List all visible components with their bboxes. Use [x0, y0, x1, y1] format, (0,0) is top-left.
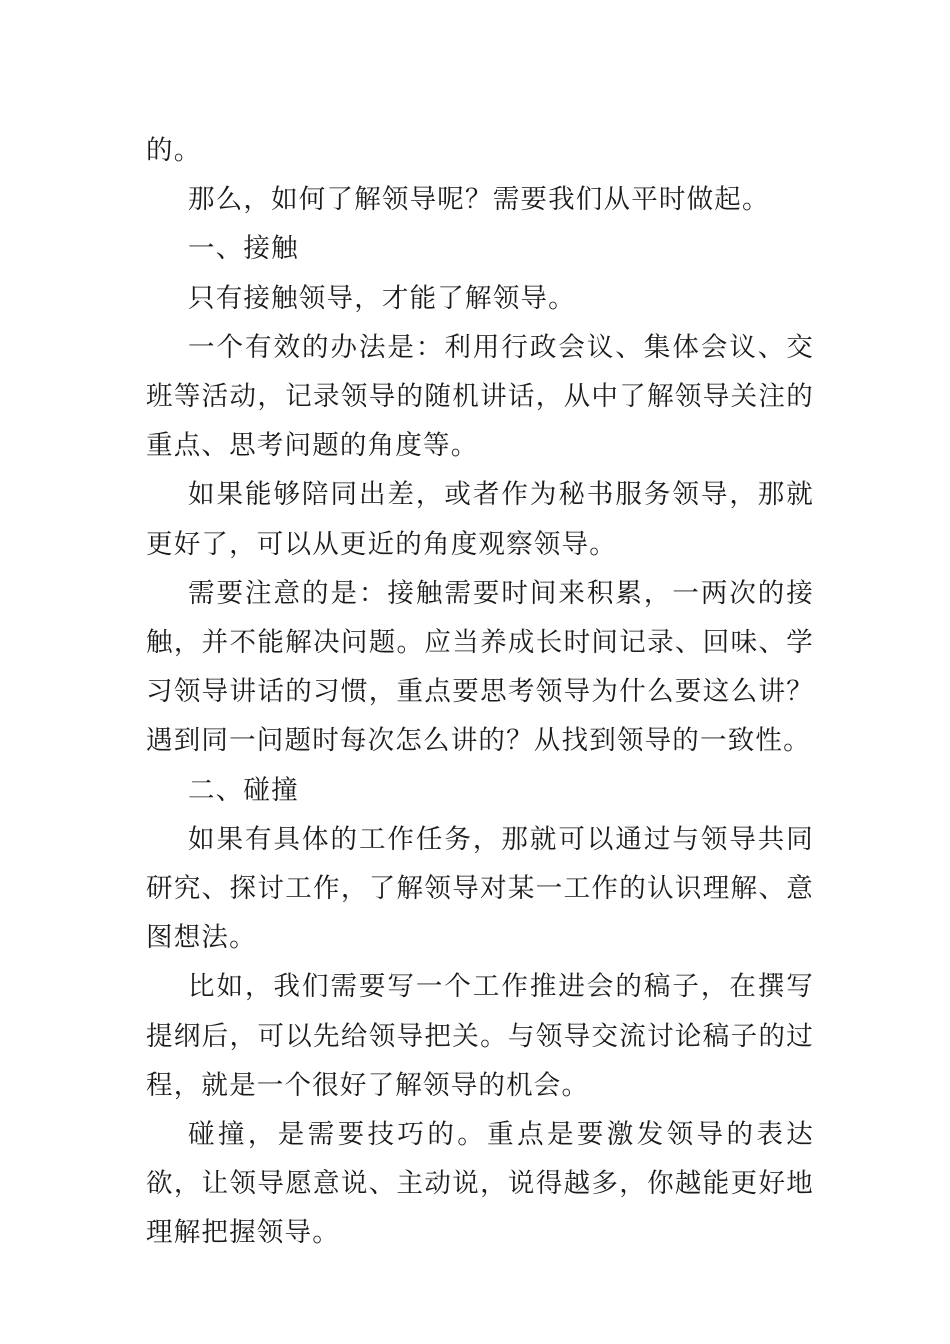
section-heading-contact: 一、接触: [188, 233, 299, 265]
section-heading-collision: 二、碰撞: [188, 774, 299, 806]
paragraph: 只有接触领导，才能了解领导。: [188, 282, 576, 314]
paragraph: 需要注意的是：接触需要时间来积累，一两次的接触，并不能解决问题。应当养成长时间记录、回味、学习领导讲话的习惯，重点要思考领导为什么要这么讲？遇到同一问题时每次怎么讲的？从找到领导的一致性。: [146, 577, 814, 757]
paragraph: 碰撞，是需要技巧的。重点是要激发领导的表达欲，让领导愿意说、主动说，说得越多，你越能更好地理解把握领导。: [146, 1119, 814, 1249]
paragraph: 如果有具体的工作任务，那就可以通过与领导共同研究、探讨工作，了解领导对某一工作的认识理解、意图想法。: [146, 823, 814, 954]
paragraph-continuation: 的。: [146, 135, 202, 166]
paragraph: 一个有效的办法是：利用行政会议、集体会议、交班等活动，记录领导的随机讲话，从中了解领导关注的重点、思考问题的角度等。: [146, 331, 814, 462]
paragraph: 比如，我们需要写一个工作推进会的稿子，在撰写提纲后，可以先给领导把关。与领导交流讨论稿子的过程，就是一个很好了解领导的机会。: [146, 971, 814, 1101]
document-body: [146, 126, 814, 1258]
paragraph: 如果能够陪同出差，或者作为秘书服务领导，那就更好了，可以从更近的角度观察领导。: [146, 479, 814, 560]
paragraph-intro: 那么，如何了解领导呢？需要我们从平时做起。: [188, 184, 770, 216]
